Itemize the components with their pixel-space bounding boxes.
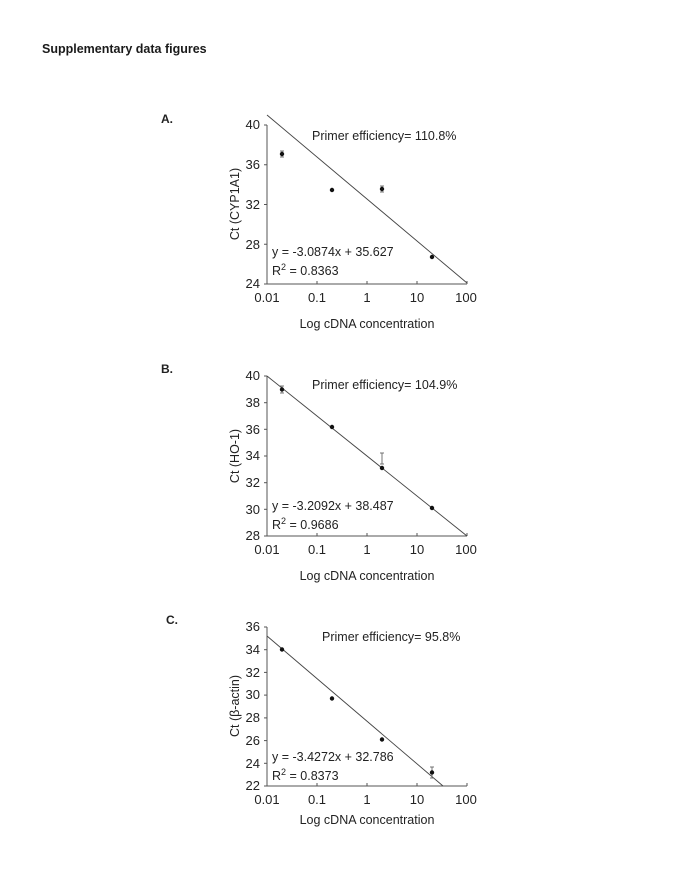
y-tick: 32 [245, 475, 260, 490]
x-axis-label: Log cDNA concentration [299, 569, 435, 583]
x-tick: 0.01 [254, 290, 280, 305]
chart-c [166, 613, 477, 827]
x-tick: 100 [455, 792, 477, 807]
data-point [330, 696, 334, 700]
trendline-equation: y = -3.4272x + 32.786 [272, 750, 394, 764]
x-tick: 0.1 [307, 792, 327, 807]
data-point [380, 187, 384, 191]
y-tick: 24 [245, 276, 260, 291]
r-squared: $R^2 = 0.9686$ [272, 516, 339, 532]
chart-a-title: Primer efficiency= 110.8% [312, 129, 457, 143]
r-squared: $R^2 = 0.8373$ [272, 767, 339, 783]
y-axis-label: Ct (CYP1A1) [228, 167, 242, 241]
y-tick: 32 [245, 665, 260, 680]
data-point [280, 647, 284, 651]
data-point [430, 255, 434, 259]
y-tick: 32 [245, 197, 260, 212]
x-tick: 100 [455, 542, 477, 557]
y-tick: 28 [245, 710, 260, 725]
data-point [280, 387, 284, 391]
data-point [330, 425, 334, 429]
x-tick: 10 [409, 792, 425, 807]
y-tick: 22 [245, 778, 260, 793]
y-tick: 40 [245, 117, 260, 132]
y-tick: 40 [245, 368, 260, 383]
x-tick: 1 [363, 290, 371, 305]
panel-label-b: B. [161, 362, 173, 376]
trendline-equation: y = -3.0874x + 35.627 [272, 245, 394, 259]
y-tick: 34 [245, 642, 260, 657]
x-tick: 10 [409, 290, 425, 305]
data-point [380, 466, 384, 470]
x-tick: 0.01 [254, 792, 280, 807]
y-tick: 36 [245, 157, 260, 172]
y-tick: 30 [245, 502, 260, 517]
page-title: Supplementary data figures [42, 42, 207, 56]
x-tick: 0.01 [254, 542, 280, 557]
panel-label-a: A. [161, 112, 173, 126]
x-tick: 0.1 [307, 290, 327, 305]
data-point [430, 770, 434, 774]
x-axis-label: Log cDNA concentration [299, 317, 435, 331]
chart-b [161, 362, 477, 583]
y-axis-label: Ct (HO-1) [228, 428, 242, 484]
x-axis-label: Log cDNA concentration [299, 813, 435, 827]
data-point [330, 188, 334, 192]
x-tick: 0.1 [307, 542, 327, 557]
y-tick: 34 [245, 448, 260, 463]
y-tick: 36 [245, 422, 260, 437]
r-squared: $R^2 = 0.8363$ [272, 262, 339, 278]
chart-a [161, 112, 477, 331]
y-tick: 28 [245, 237, 260, 252]
x-tick: 1 [363, 792, 371, 807]
data-point [380, 737, 384, 741]
x-tick: 100 [455, 290, 477, 305]
y-tick: 36 [245, 619, 260, 634]
y-tick: 28 [245, 528, 260, 543]
x-tick: 10 [409, 542, 425, 557]
data-point [280, 152, 284, 156]
y-tick: 24 [245, 756, 260, 771]
chart-c-title: Primer efficiency= 95.8% [322, 630, 461, 644]
chart-b-title: Primer efficiency= 104.9% [312, 378, 458, 392]
y-tick: 30 [245, 687, 260, 702]
y-tick: 26 [245, 733, 260, 748]
y-axis-label: Ct (β-actin) [228, 674, 242, 738]
trendline-equation: y = -3.2092x + 38.487 [272, 499, 394, 513]
x-tick: 1 [363, 542, 371, 557]
data-point [430, 506, 434, 510]
panel-label-c: C. [166, 613, 178, 627]
y-tick: 38 [245, 395, 260, 410]
